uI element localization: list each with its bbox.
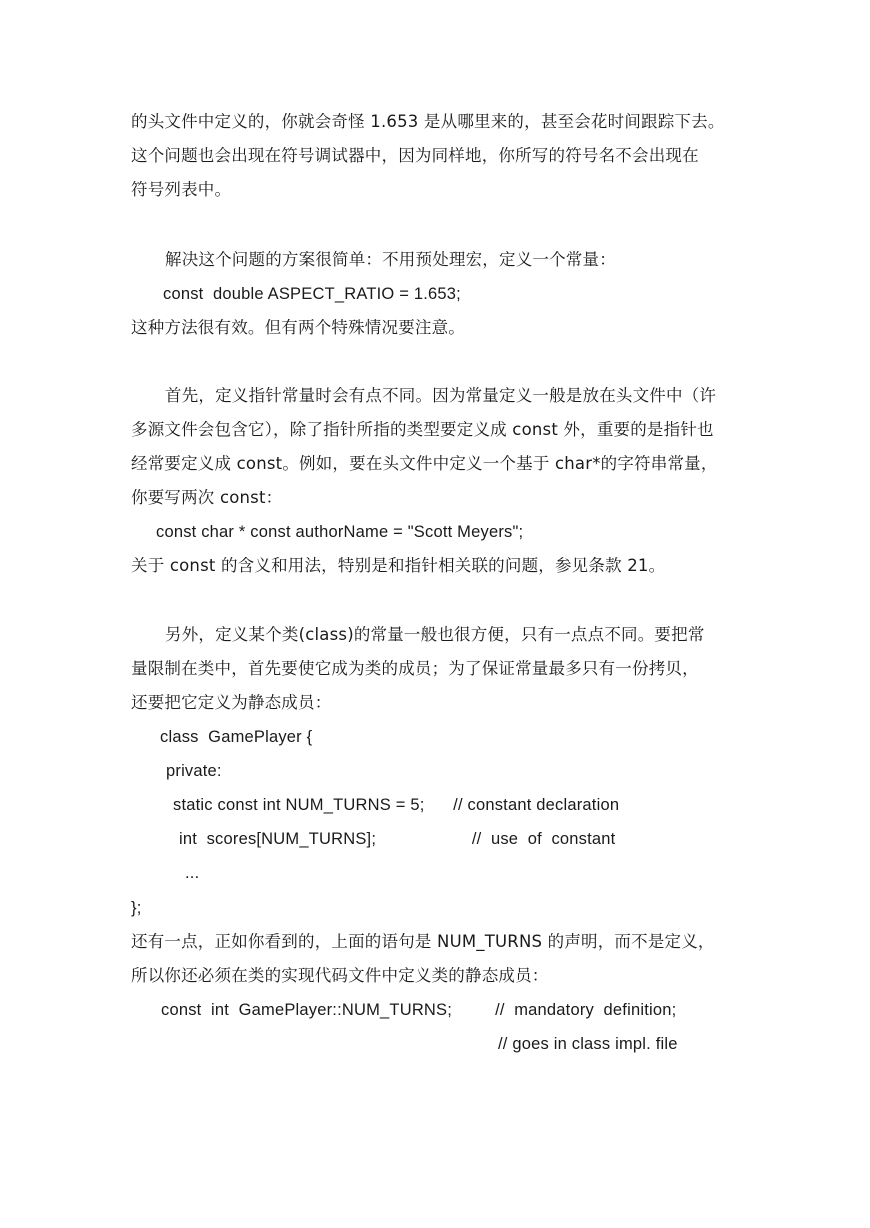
- code-line: const int GamePlayer::NUM_TURNS; // mandatory definition;: [161, 1001, 677, 1019]
- text-line: 符号列表中。: [131, 180, 232, 199]
- text-line: 另外，定义某个类(class)的常量一般也很方便，只有一点点不同。要把常: [165, 625, 705, 644]
- text-line: 解决这个问题的方案很简单：不用预处理宏，定义一个常量：: [165, 250, 616, 269]
- code-line: };: [131, 899, 142, 917]
- text-line: 这个问题也会出现在符号调试器中，因为同样地，你所写的符号名不会出现在: [131, 146, 699, 165]
- text-line: 所以你还必须在类的实现代码文件中定义类的静态成员：: [131, 966, 549, 985]
- code-line: static const int NUM_TURNS = 5; // constant declaration: [173, 796, 620, 814]
- text-line: 量限制在类中，首先要使它成为类的成员；为了保证常量最多只有一份拷贝，: [131, 659, 699, 678]
- text-line: 还要把它定义为静态成员：: [131, 693, 332, 712]
- text-line: 的头文件中定义的，你就会奇怪 1.653 是从哪里来的，甚至会花时间跟踪下去。: [131, 112, 725, 131]
- text-line: 还有一点，正如你看到的，上面的语句是 NUM_TURNS 的声明，而不是定义，: [131, 932, 715, 951]
- code-line: const double ASPECT_RATIO = 1.653;: [163, 285, 461, 303]
- code-line: class GamePlayer {: [160, 728, 313, 746]
- text-line: 多源文件会包含它），除了指针所指的类型要定义成 const 外，重要的是指针也: [131, 420, 714, 439]
- code-line: private:: [166, 762, 222, 780]
- text-line: 首先，定义指针常量时会有点不同。因为常量定义一般是放在头文件中（许: [165, 386, 717, 405]
- code-line: // goes in class impl. file: [498, 1035, 678, 1053]
- text-line: 这种方法很有效。但有两个特殊情况要注意。: [131, 318, 465, 337]
- text-line: 经常要定义成 const。例如，要在头文件中定义一个基于 char*的字符串常量，: [131, 454, 718, 473]
- code-line: int scores[NUM_TURNS]; // use of constant: [179, 830, 616, 848]
- text-line: 关于 const 的含义和用法，特别是和指针相关联的问题，参见条款 21。: [131, 556, 666, 575]
- code-line: ...: [185, 864, 200, 882]
- code-line: const char * const authorName = "Scott Meyers";: [156, 523, 524, 541]
- text-line: 你要写两次 const：: [131, 488, 283, 507]
